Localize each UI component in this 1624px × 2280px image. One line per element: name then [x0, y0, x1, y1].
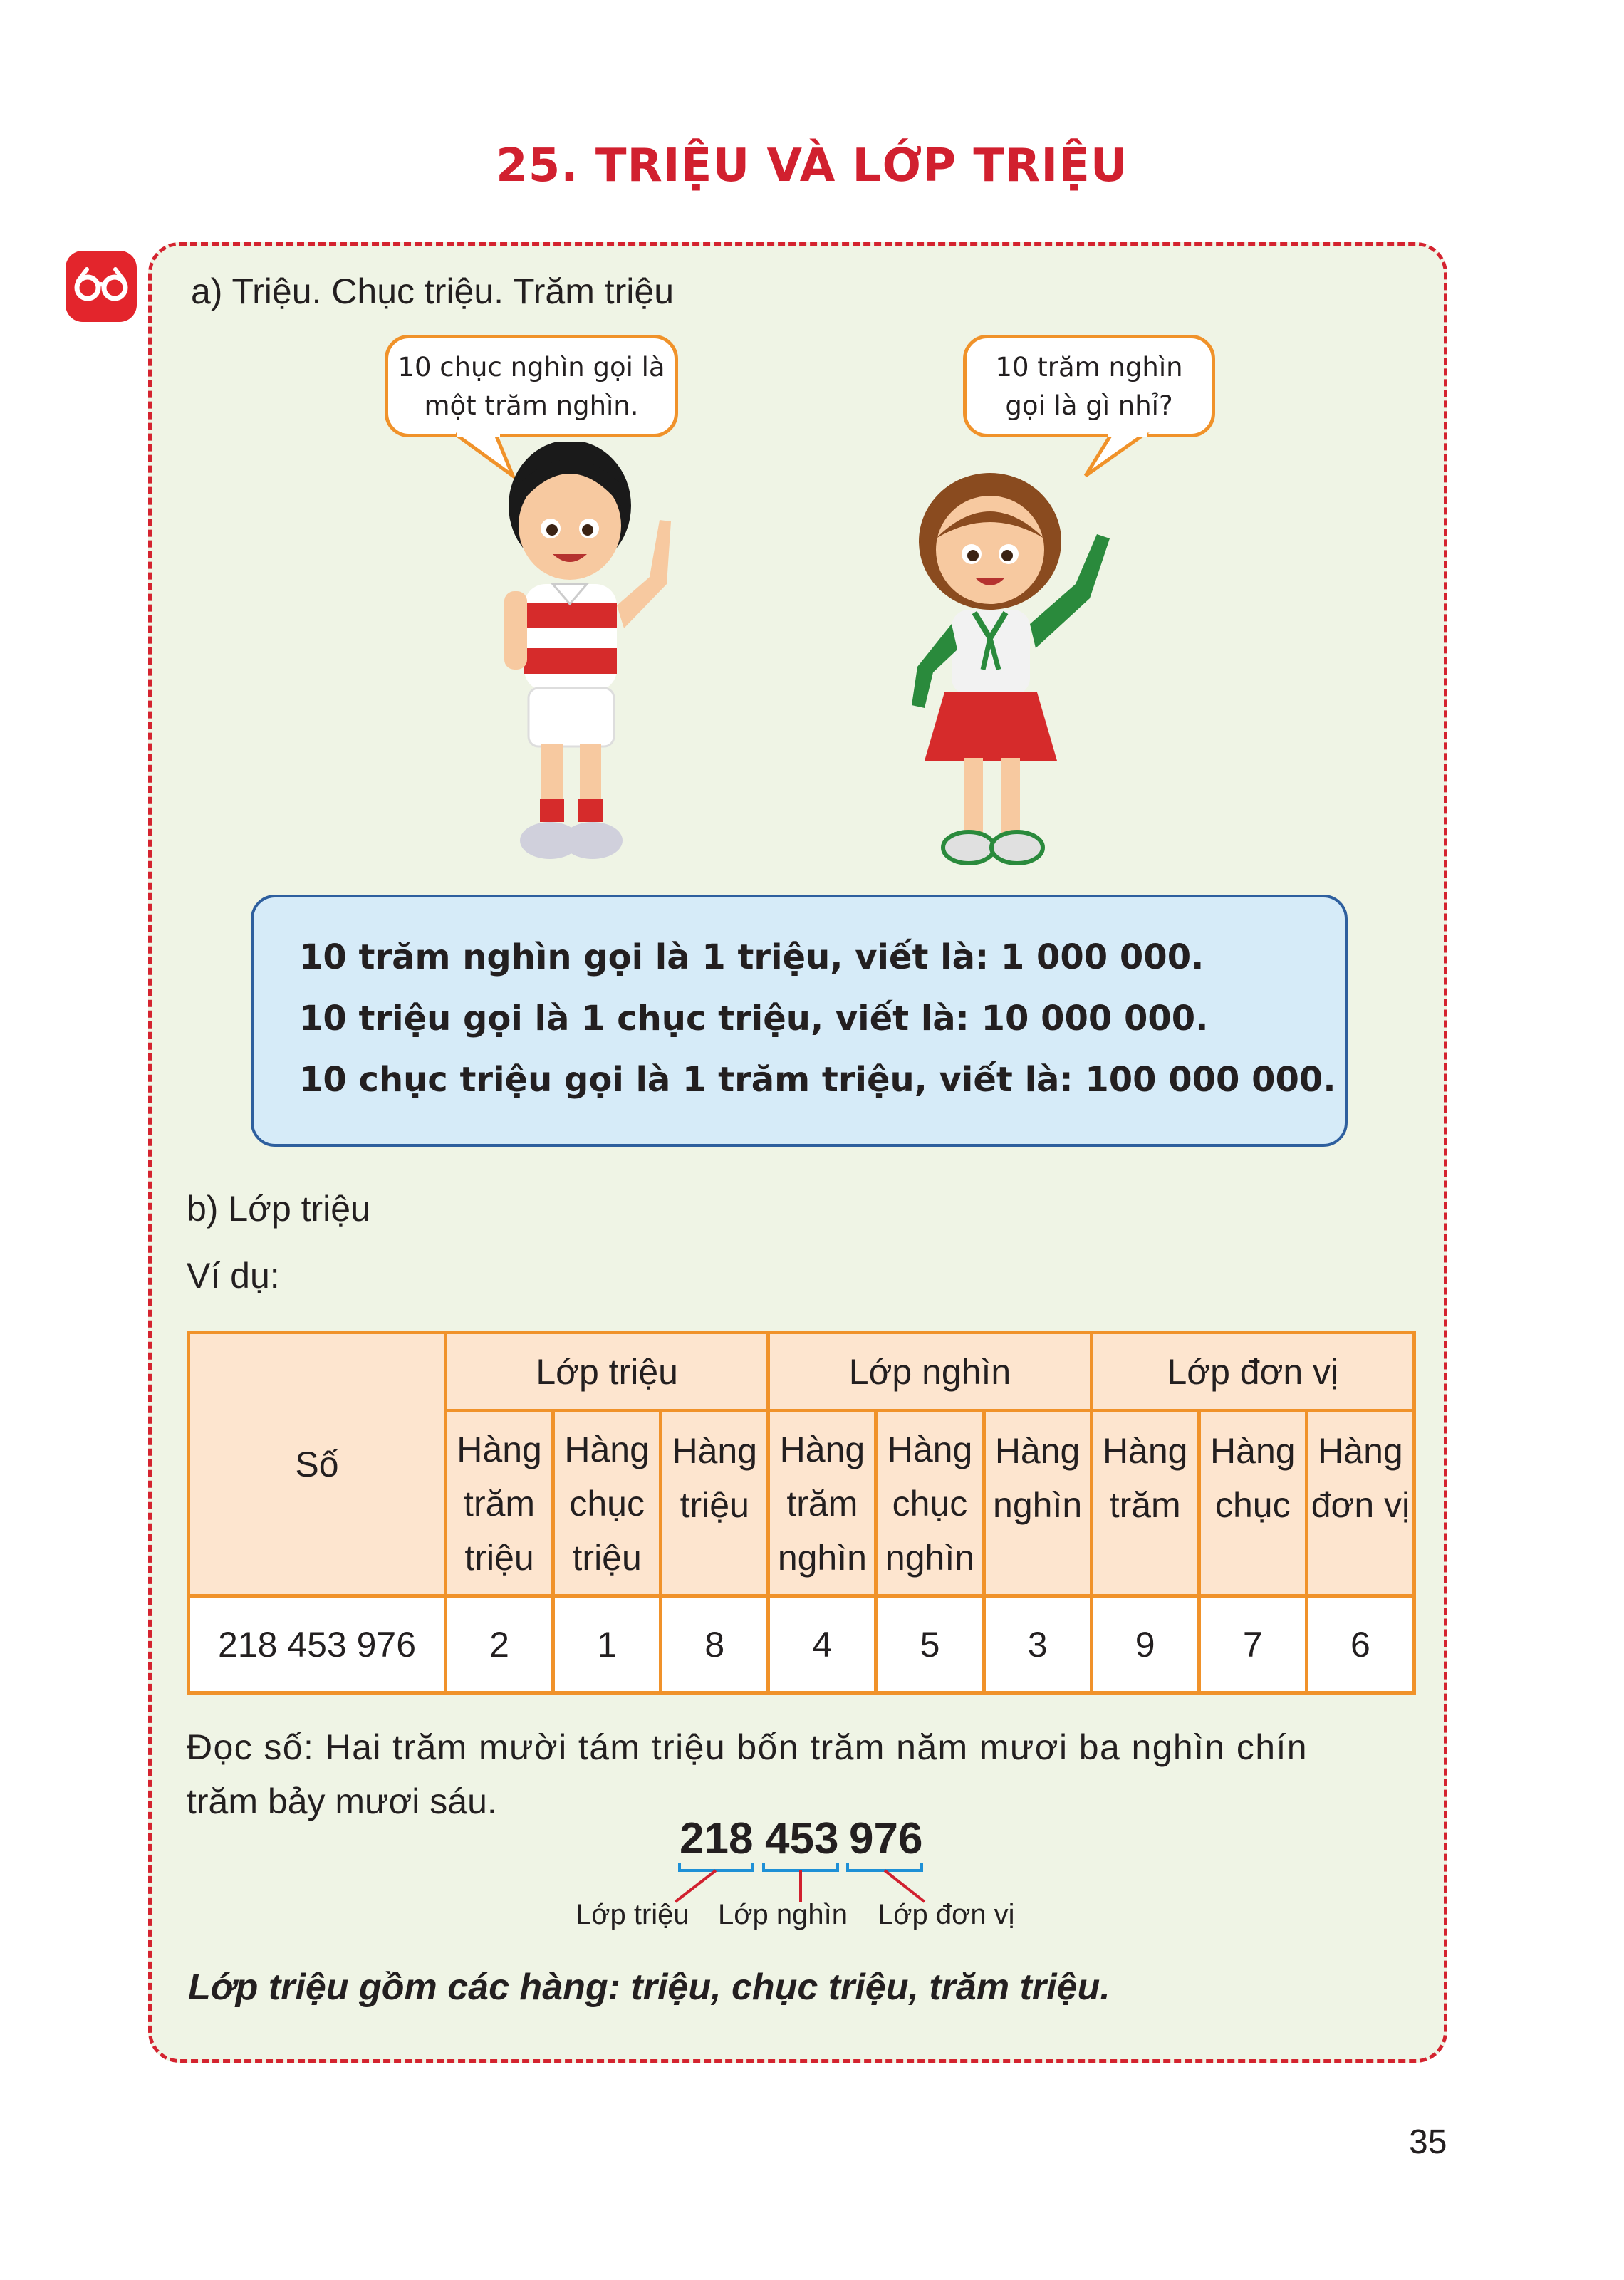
digit-cell: 2	[446, 1596, 553, 1693]
column-header-line: Hàng	[994, 1431, 1081, 1471]
info-box	[251, 895, 1348, 1147]
column-header	[876, 1411, 984, 1596]
column-header-line: Hàng	[1210, 1431, 1296, 1471]
info-line: 10 chục triệu gọi là 1 trăm triệu, viết là: 100 000 000.	[299, 1060, 1336, 1100]
so-header: Số	[189, 1333, 446, 1596]
section-b-heading: b) Lớp triệu	[187, 1189, 370, 1229]
example-label: Ví dụ:	[187, 1256, 280, 1296]
group-header-don-vi: Lớp đơn vị	[1091, 1333, 1414, 1411]
class-label-don-vi: Lớp đơn vị	[878, 1899, 1015, 1930]
column-header-line: trăm	[464, 1483, 536, 1524]
column-header-line: Hàng	[1102, 1431, 1188, 1471]
column-header	[769, 1411, 876, 1596]
info-line: 10 trăm nghìn gọi là 1 triệu, viết là: 1 000 000.	[299, 937, 1204, 977]
class-label-trieu: Lớp triệu	[576, 1899, 689, 1930]
place-value-table	[187, 1331, 1416, 1695]
column-header-line: trăm	[1109, 1485, 1181, 1525]
digit-cell: 4	[769, 1596, 876, 1693]
digit-cell: 6	[1306, 1596, 1414, 1693]
column-header	[984, 1411, 1091, 1596]
column-header-line: chục	[1215, 1485, 1291, 1525]
column-header-line: chục	[892, 1483, 968, 1524]
column-header	[446, 1411, 553, 1596]
digit-cell: 5	[876, 1596, 984, 1693]
reading-line: Đọc số: Hai trăm mười tám triệu bốn trăm năm mươi ba nghìn chín	[187, 1727, 1308, 1767]
column-header-line: Hàng	[887, 1429, 973, 1469]
page-title: 25. TRIỆU VÀ LỚP TRIỆU	[496, 140, 1128, 192]
class-label-nghin: Lớp nghìn	[718, 1899, 848, 1930]
number-cell: 218 453 976	[189, 1596, 446, 1693]
digit-cell: 8	[661, 1596, 769, 1693]
column-header	[1091, 1411, 1199, 1596]
column-header-line: nghìn	[777, 1537, 867, 1578]
column-header	[553, 1411, 661, 1596]
number-group-trieu: 218	[680, 1814, 754, 1863]
reading-line: trăm bảy mươi sáu.	[187, 1781, 497, 1821]
column-header-line: nghìn	[993, 1485, 1083, 1525]
column-header-line: triệu	[464, 1537, 534, 1578]
number-group-nghin: 453	[765, 1814, 839, 1863]
column-header-line: Hàng	[1318, 1431, 1403, 1471]
digit-cell: 9	[1091, 1596, 1199, 1693]
column-header-line: triệu	[572, 1537, 642, 1578]
boy-speech-line: 10 chục nghìn gọi là	[397, 352, 665, 382]
girl-speech-line: gọi là gì nhỉ?	[1005, 390, 1173, 421]
column-header-line: nghìn	[885, 1537, 975, 1578]
column-header-line: đơn vị	[1311, 1485, 1410, 1525]
girl-illustration	[883, 470, 1140, 876]
boy-speech-bubble	[385, 335, 678, 437]
column-header-line: triệu	[680, 1485, 749, 1525]
boy-illustration	[484, 442, 691, 876]
digit-cell: 7	[1199, 1596, 1306, 1693]
girl-speech-line: 10 trăm nghìn	[995, 352, 1183, 382]
girl-speech-bubble	[963, 335, 1215, 437]
info-line: 10 triệu gọi là 1 chục triệu, viết là: 10 000 000.	[299, 999, 1209, 1039]
column-header-line: chục	[569, 1483, 645, 1524]
digit-cell: 3	[984, 1596, 1091, 1693]
number-group-don-vi: 976	[849, 1814, 923, 1863]
column-header-line: trăm	[786, 1483, 858, 1524]
column-header-line: Hàng	[779, 1429, 865, 1469]
column-header-line: Hàng	[672, 1431, 758, 1471]
column-header-line: Hàng	[564, 1429, 650, 1469]
column-header	[1306, 1411, 1414, 1596]
page-number: 35	[1409, 2123, 1447, 2161]
column-header-line: Hàng	[457, 1429, 542, 1469]
column-header	[1199, 1411, 1306, 1596]
conclusion: Lớp triệu gồm các hàng: triệu, chục triệu, trăm triệu.	[188, 1967, 1110, 2008]
column-header	[661, 1411, 769, 1596]
section-a-heading: a) Triệu. Chục triệu. Trăm triệu	[191, 271, 675, 311]
boy-speech-line: một trăm nghìn.	[424, 390, 639, 421]
digit-cell: 1	[553, 1596, 661, 1693]
group-header-nghin: Lớp nghìn	[769, 1333, 1091, 1411]
glasses-icon	[66, 251, 137, 322]
group-header-trieu: Lớp triệu	[446, 1333, 769, 1411]
